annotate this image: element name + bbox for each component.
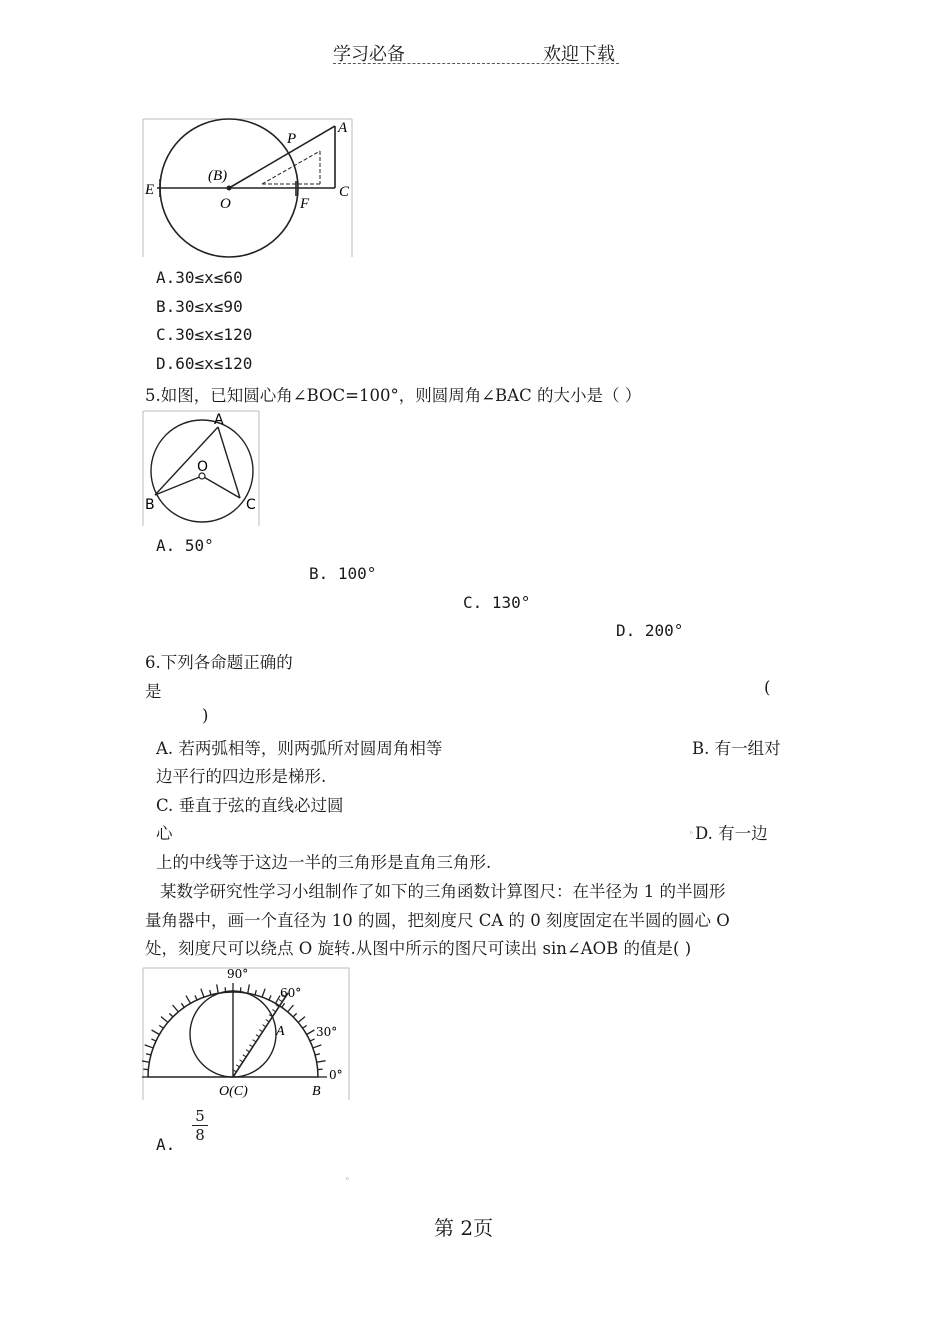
q5-option-c: C. 130° — [463, 593, 531, 612]
q7-text-line2: 量角器中，画一个直径为 10 的圆，把刻度尺 CA 的 0 刻度固定在半圆的圆心 O — [145, 911, 730, 930]
stray-mark: ⁿ — [346, 1176, 350, 1184]
protractor-tick — [262, 989, 265, 997]
protractor-tick — [307, 1030, 315, 1035]
ruler-tick — [263, 1025, 266, 1027]
q6-stem-line2: 是 — [145, 682, 162, 701]
protractor-tick — [173, 1005, 179, 1012]
q7-option-a-label: A. — [156, 1135, 176, 1154]
fig3-label-90: 90° — [227, 967, 249, 981]
protractor-tick — [217, 984, 219, 993]
fig2-label-a: A — [214, 412, 224, 428]
ruler-tick — [253, 1040, 256, 1042]
fig1-label-e: E — [145, 182, 155, 198]
header-divider — [333, 63, 619, 64]
protractor-tick — [313, 1045, 321, 1048]
fig3-label-a: A — [276, 1024, 285, 1039]
q7-option-a-fraction — [192, 1108, 208, 1143]
figure-inscribed-angle — [142, 410, 262, 528]
q6-option-a: A. 若两弧相等，则两弧所对圆周角相等 — [156, 739, 443, 758]
page-number: 第 2页 — [434, 1216, 494, 1240]
stray-mark-2: ⁿ — [690, 830, 694, 838]
fraction-denominator: 8 — [195, 1126, 205, 1144]
q5-option-d: D. 200° — [616, 621, 684, 640]
q6-option-b: B. 有一组对 — [692, 739, 781, 758]
ruler-tick — [236, 1065, 239, 1067]
fig2-label-b: B — [145, 497, 155, 513]
fig3-label-oc: O(C) — [219, 1084, 248, 1099]
ruler-tick — [266, 1020, 269, 1022]
fig3-label-0: 0° — [329, 1068, 343, 1082]
header-left: 学习必备 — [333, 44, 405, 65]
fig1-label-a: A — [338, 120, 348, 136]
protractor-tick — [248, 984, 250, 993]
ruler-tick — [243, 1055, 246, 1057]
ruler-tick — [249, 1045, 252, 1047]
q5-option-b: B. 100° — [309, 564, 377, 583]
q4-option-b: B.30≤x≤90 — [156, 297, 243, 316]
ruler-tick — [246, 1050, 249, 1052]
protractor-tick — [145, 1045, 153, 1048]
fraction-numerator: 5 — [195, 1107, 205, 1125]
fig3-label-60: 60° — [280, 986, 302, 1000]
protractor-tick — [317, 1061, 326, 1063]
q4-option-c: C.30≤x≤120 — [156, 325, 253, 344]
q6-stem-line1: 6.下列各命题正确的 — [145, 653, 293, 672]
protractor-tick — [288, 1005, 294, 1012]
q7-text-line1: 某数学研究性学习小组制作了如下的三角函数计算图尺：在半径为 1 的半圆形 — [160, 882, 726, 901]
fig1-label-b: (B) — [208, 168, 228, 184]
q6-option-b-cont: 边平行的四边形是梯形. — [156, 767, 327, 786]
fig2-label-c: C — [246, 497, 256, 513]
q6-option-c: C. 垂直于弦的直线必过圆 — [156, 796, 344, 815]
fig1-label-f: F — [300, 196, 310, 212]
header-right: 欢迎下载 — [543, 44, 615, 65]
protractor-tick — [152, 1030, 160, 1035]
q5-stem: 5.如图，已知圆心角∠BOC=100°，则圆周角∠BAC 的大小是（ ） — [145, 386, 642, 405]
fig1-label-p: P — [287, 131, 297, 147]
q7-text-line3: 处，刻度尺可以绕点 O 旋转.从图中所示的图尺可读出 sin∠AOB 的值是( ) — [145, 939, 692, 958]
q4-option-a: A.30≤x≤60 — [156, 268, 243, 287]
ruler-tick — [240, 1060, 243, 1062]
q6-option-d: D. 有一边 — [695, 824, 768, 843]
protractor-tick — [201, 989, 204, 997]
ruler-tick — [256, 1035, 259, 1037]
protractor-tick — [161, 1017, 168, 1023]
q6-paren-open: ( — [764, 678, 771, 697]
fig2-label-o: O — [197, 459, 209, 475]
q4-option-d: D.60≤x≤120 — [156, 354, 253, 373]
ruler-tick — [272, 1010, 275, 1012]
fig1-label-c: C — [339, 184, 350, 200]
q6-paren-close: ) — [202, 706, 209, 725]
fig3-label-30: 30° — [316, 1025, 338, 1039]
q6-option-d-cont: 上的中线等于这边一半的三角形是直角三角形. — [156, 853, 492, 872]
figure-circle-triangle — [142, 116, 357, 260]
ruler-tick — [259, 1030, 262, 1032]
figure-protractor — [142, 966, 352, 1102]
fig3-label-b: B — [312, 1084, 321, 1099]
q6-option-c-cont: 心 — [156, 824, 173, 843]
q5-option-a: A. 50° — [156, 536, 214, 555]
protractor-tick — [186, 996, 191, 1004]
fig1-label-o: O — [220, 196, 231, 212]
protractor-tick — [298, 1017, 305, 1023]
